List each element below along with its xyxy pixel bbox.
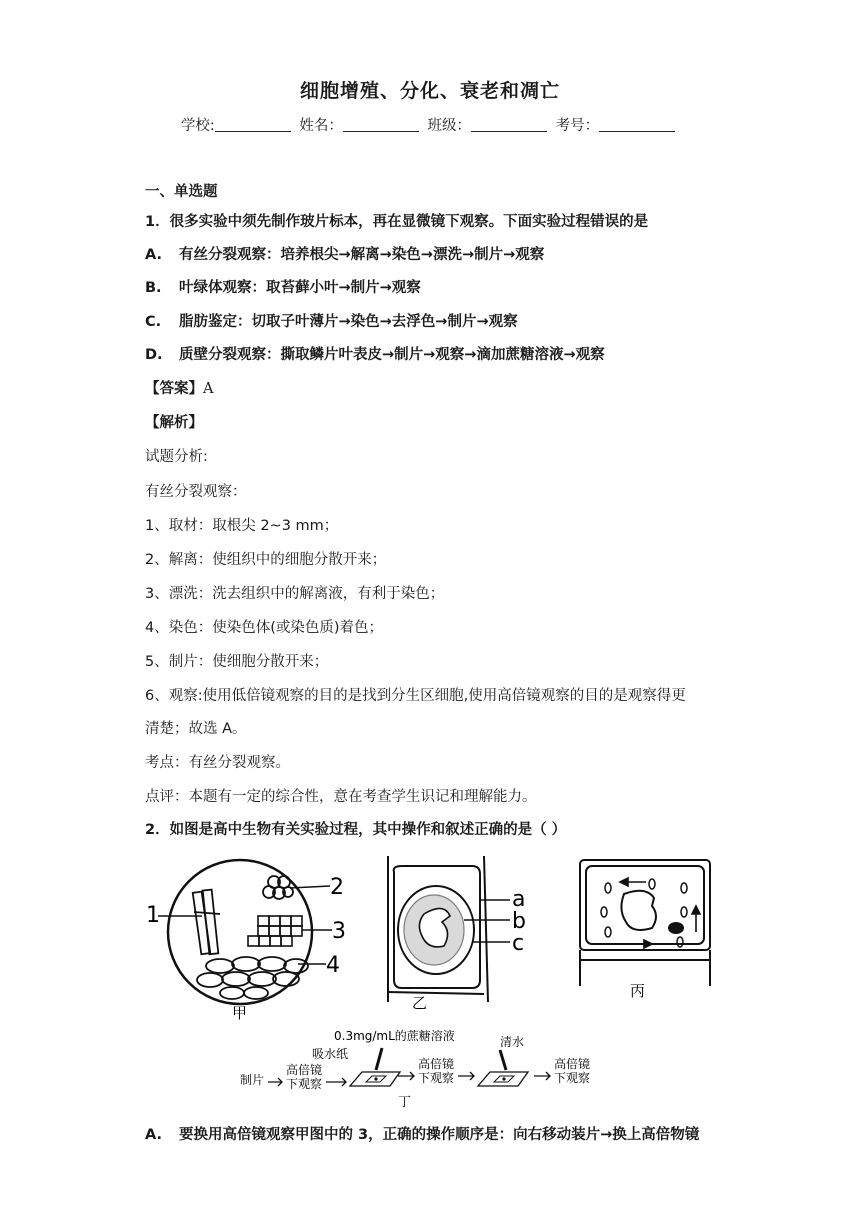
figure-yi-caption: 乙: [412, 994, 428, 1012]
label-3: 3: [332, 919, 346, 944]
analysis-line: 2、解离：使组织中的细胞分散开来；: [145, 552, 387, 568]
option-letter: A.: [145, 247, 162, 263]
cytoplasm-flow-arrows: [620, 878, 700, 948]
exam-number-blank[interactable]: [599, 117, 675, 132]
option-text: 叶绿体观察：取苔藓小叶→制片→观察: [179, 280, 421, 296]
question-1-option-b: [145, 276, 421, 297]
elongated-cells: [193, 890, 220, 955]
vacuole: [419, 908, 450, 946]
question-1-option-d: [145, 343, 605, 364]
label-4: 4: [326, 953, 340, 978]
bing-vacuole: [621, 891, 656, 930]
analysis-line: 3、漂洗：洗去组织中的解离液，有利于染色；: [145, 586, 445, 602]
document-title: 细胞增殖、分化、衰老和凋亡: [299, 80, 560, 102]
class-label: 班级：: [427, 118, 471, 134]
analysis-line: 有丝分裂观察：: [145, 484, 247, 500]
school-label: 学校:: [180, 118, 215, 134]
step2-high-label: 高倍镜: [418, 1057, 455, 1071]
nucleus: [668, 922, 684, 934]
slide-1: [350, 1048, 400, 1086]
step1-observe-label: 下观察: [286, 1077, 323, 1091]
section-heading: 一、单选题: [145, 184, 218, 200]
sucrose-label: 0.3mg/mL的蔗糖溶液: [334, 1029, 455, 1043]
class-blank[interactable]: [471, 117, 547, 132]
step2-observe-label: 下观察: [418, 1071, 455, 1085]
answer-line: [145, 377, 213, 398]
question-1-stem: 1．很多实验中须先制作玻片标本，再在显微镜下观察。下面实验过程错误的是: [145, 214, 649, 230]
water-label: 清水: [500, 1035, 525, 1049]
option-letter: B.: [145, 280, 162, 296]
student-info-row: [0, 114, 860, 135]
exam-number-label: 考号：: [555, 118, 600, 134]
analysis-line: 试题分析:: [145, 449, 208, 465]
figure-bing-caption: 丙: [630, 982, 646, 1000]
analysis-label: 【解析】: [145, 415, 203, 431]
slide-2: [478, 1050, 528, 1086]
school-blank[interactable]: [215, 117, 291, 132]
option-text: 质壁分裂观察：撕取鳞片叶表皮→制片→观察→滴加蔗糖溶液→观察: [179, 347, 605, 363]
question-2-stem: 2．如图是高中生物有关实验过程，其中操作和叙述正确的是（ ）: [145, 822, 567, 838]
analysis-line: 6、观察:使用低倍镜观察的目的是找到分生区细胞,使用高倍镜观察的目的是观察得更: [145, 688, 686, 704]
oval-cells-bottom: [197, 957, 308, 999]
step3-observe-label: 下观察: [554, 1071, 591, 1085]
figure-bing: [572, 852, 722, 1002]
analysis-line: 考点：有丝分裂观察。: [145, 755, 290, 771]
option-letter: D.: [145, 347, 163, 363]
analysis-line: 点评：本题有一定的综合性，意在考查学生识记和理解能力。: [145, 789, 537, 805]
bing-cell-walls: [580, 860, 710, 986]
step3-high-label: 高倍镜: [554, 1057, 591, 1071]
step1-high-label: 高倍镜: [286, 1063, 323, 1077]
figure-jia-caption: 甲: [232, 1004, 248, 1022]
figure-jia: [140, 852, 350, 1022]
label-1: 1: [146, 903, 160, 928]
square-cells-grid: [248, 916, 302, 946]
question-1-option-c: [145, 310, 518, 331]
answer-label: 【答案】: [145, 381, 203, 397]
analysis-line: 1、取材：取根尖 2~3 mm；: [145, 518, 339, 534]
label-a: a: [512, 887, 526, 912]
option-text: 有丝分裂观察：培养根尖→解离→染色→漂洗→制片→观察: [179, 247, 545, 263]
option-text: 脂肪鉴定：切取子叶薄片→染色→去浮色→制片→观察: [179, 314, 518, 330]
question-1-option-a: [145, 243, 544, 264]
question-2-option-a: [145, 1123, 699, 1144]
absorbent-paper-label: 吸水纸: [312, 1047, 349, 1061]
name-blank[interactable]: [343, 117, 419, 132]
answer-value: A: [203, 381, 214, 397]
label-2: 2: [330, 875, 344, 900]
figure-ding: [238, 1026, 618, 1110]
label-c: c: [512, 931, 525, 956]
jia-leader-lines: [158, 886, 332, 964]
label-b: b: [512, 909, 526, 934]
make-slide-label: 制片: [240, 1073, 265, 1087]
analysis-line: 4、染色：使染色体(或染色质)着色；: [145, 620, 384, 636]
name-label: 姓名：: [299, 118, 343, 134]
option-text: 要换用高倍镜观察甲图中的 3，正确的操作顺序是：向右移动装片→换上高倍物镜: [179, 1127, 700, 1143]
round-cells-cluster: [263, 876, 293, 899]
option-letter: A.: [145, 1127, 162, 1143]
figure-ding-caption: 丁: [398, 1095, 412, 1110]
figure-yi: [372, 852, 552, 1012]
analysis-line: 清楚；故选 A。: [145, 721, 247, 737]
option-letter: C.: [145, 314, 162, 330]
chloroplasts: [601, 879, 687, 947]
analysis-line: 5、制片：使细胞分散开来；: [145, 654, 329, 670]
